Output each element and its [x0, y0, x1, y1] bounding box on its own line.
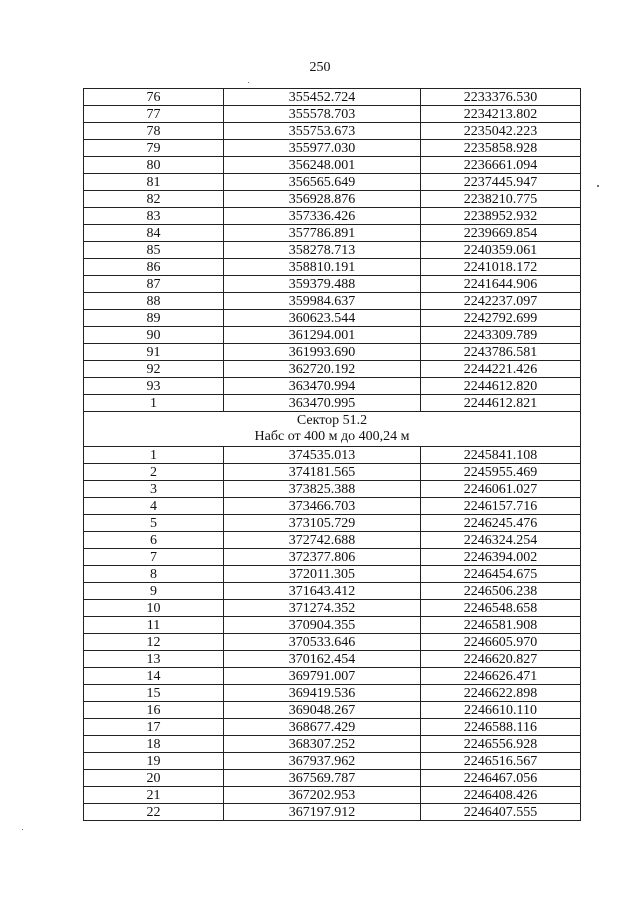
point-number-cell: 81 — [84, 174, 224, 191]
y-coordinate-cell: 2246408.426 — [421, 787, 581, 804]
table-row — [84, 276, 581, 293]
scan-speck — [22, 829, 23, 830]
point-number-cell: 2 — [84, 464, 224, 481]
section-header-cell — [84, 412, 581, 447]
point-number-cell: 15 — [84, 685, 224, 702]
table-row — [84, 600, 581, 617]
section-header-row — [84, 412, 581, 447]
x-coordinate-cell: 367937.962 — [224, 753, 421, 770]
table-row — [84, 310, 581, 327]
table-row — [84, 617, 581, 634]
table-row — [84, 395, 581, 412]
table-body-section-header — [84, 412, 581, 447]
y-coordinate-cell: 2246581.908 — [421, 617, 581, 634]
x-coordinate-cell: 368677.429 — [224, 719, 421, 736]
y-coordinate-cell: 2246548.658 — [421, 600, 581, 617]
x-coordinate-cell: 359379.488 — [224, 276, 421, 293]
point-number-cell: 20 — [84, 770, 224, 787]
point-number-cell: 79 — [84, 140, 224, 157]
page-number: 250 — [309, 60, 331, 75]
x-coordinate-cell: 361294.001 — [224, 327, 421, 344]
table-row — [84, 361, 581, 378]
table-row — [84, 668, 581, 685]
scan-speck — [597, 185, 599, 187]
y-coordinate-cell: 2246324.254 — [421, 532, 581, 549]
x-coordinate-cell: 363470.994 — [224, 378, 421, 395]
point-number-cell: 91 — [84, 344, 224, 361]
x-coordinate-cell: 355452.724 — [224, 89, 421, 106]
point-number-cell: 12 — [84, 634, 224, 651]
point-number-cell: 13 — [84, 651, 224, 668]
y-coordinate-cell: 2246467.056 — [421, 770, 581, 787]
x-coordinate-cell: 370904.355 — [224, 617, 421, 634]
x-coordinate-cell: 357336.426 — [224, 208, 421, 225]
table-row — [84, 259, 581, 276]
x-coordinate-cell: 367202.953 — [224, 787, 421, 804]
section-title: Сектор 51.2 — [296, 413, 368, 428]
point-number-cell: 9 — [84, 583, 224, 600]
point-number-cell: 83 — [84, 208, 224, 225]
section-subtitle: Набс от 400 м до 400,24 м — [254, 429, 410, 444]
table-row — [84, 191, 581, 208]
x-coordinate-cell: 368307.252 — [224, 736, 421, 753]
y-coordinate-cell: 2238952.932 — [421, 208, 581, 225]
x-coordinate-cell: 355753.673 — [224, 123, 421, 140]
y-coordinate-cell: 2243309.789 — [421, 327, 581, 344]
y-coordinate-cell: 2236661.094 — [421, 157, 581, 174]
table-row — [84, 174, 581, 191]
point-number-cell: 89 — [84, 310, 224, 327]
y-coordinate-cell: 2246516.567 — [421, 753, 581, 770]
scan-speck — [248, 82, 249, 83]
point-number-cell: 17 — [84, 719, 224, 736]
point-number-cell: 85 — [84, 242, 224, 259]
table-row — [84, 566, 581, 583]
x-coordinate-cell: 358278.713 — [224, 242, 421, 259]
point-number-cell: 21 — [84, 787, 224, 804]
point-number-cell: 18 — [84, 736, 224, 753]
x-coordinate-cell: 369048.267 — [224, 702, 421, 719]
point-number-cell: 5 — [84, 515, 224, 532]
x-coordinate-cell: 372377.806 — [224, 549, 421, 566]
point-number-cell: 76 — [84, 89, 224, 106]
table-row — [84, 787, 581, 804]
y-coordinate-cell: 2246506.238 — [421, 583, 581, 600]
point-number-cell: 10 — [84, 600, 224, 617]
y-coordinate-cell: 2246245.476 — [421, 515, 581, 532]
point-number-cell: 19 — [84, 753, 224, 770]
y-coordinate-cell: 2246622.898 — [421, 685, 581, 702]
y-coordinate-cell: 2237445.947 — [421, 174, 581, 191]
y-coordinate-cell: 2246626.471 — [421, 668, 581, 685]
table-row — [84, 804, 581, 821]
point-number-cell: 7 — [84, 549, 224, 566]
point-number-cell: 11 — [84, 617, 224, 634]
y-coordinate-cell: 2235858.928 — [421, 140, 581, 157]
x-coordinate-cell: 370533.646 — [224, 634, 421, 651]
x-coordinate-cell: 362720.192 — [224, 361, 421, 378]
table-row — [84, 89, 581, 106]
x-coordinate-cell: 374181.565 — [224, 464, 421, 481]
table-row — [84, 685, 581, 702]
y-coordinate-cell: 2241644.906 — [421, 276, 581, 293]
x-coordinate-cell: 373825.388 — [224, 481, 421, 498]
point-number-cell: 77 — [84, 106, 224, 123]
x-coordinate-cell: 372742.688 — [224, 532, 421, 549]
table-row — [84, 702, 581, 719]
x-coordinate-cell: 356928.876 — [224, 191, 421, 208]
x-coordinate-cell: 361993.690 — [224, 344, 421, 361]
y-coordinate-cell: 2245955.469 — [421, 464, 581, 481]
y-coordinate-cell: 2240359.061 — [421, 242, 581, 259]
y-coordinate-cell: 2246620.827 — [421, 651, 581, 668]
y-coordinate-cell: 2246157.716 — [421, 498, 581, 515]
point-number-cell: 86 — [84, 259, 224, 276]
x-coordinate-cell: 371274.352 — [224, 600, 421, 617]
x-coordinate-cell: 369419.536 — [224, 685, 421, 702]
point-number-cell: 87 — [84, 276, 224, 293]
x-coordinate-cell: 357786.891 — [224, 225, 421, 242]
y-coordinate-cell: 2246454.675 — [421, 566, 581, 583]
y-coordinate-cell: 2246061.027 — [421, 481, 581, 498]
table-row — [84, 225, 581, 242]
point-number-cell: 3 — [84, 481, 224, 498]
x-coordinate-cell: 374535.013 — [224, 447, 421, 464]
y-coordinate-cell: 2246605.970 — [421, 634, 581, 651]
point-number-cell: 8 — [84, 566, 224, 583]
y-coordinate-cell: 2238210.775 — [421, 191, 581, 208]
y-coordinate-cell: 2244221.426 — [421, 361, 581, 378]
y-coordinate-cell: 2239669.854 — [421, 225, 581, 242]
table-row — [84, 327, 581, 344]
table-row — [84, 208, 581, 225]
point-number-cell: 78 — [84, 123, 224, 140]
y-coordinate-cell: 2244612.821 — [421, 395, 581, 412]
x-coordinate-cell: 355977.030 — [224, 140, 421, 157]
point-number-cell: 14 — [84, 668, 224, 685]
x-coordinate-cell: 363470.995 — [224, 395, 421, 412]
point-number-cell: 1 — [84, 395, 224, 412]
point-number-cell: 93 — [84, 378, 224, 395]
table-row — [84, 719, 581, 736]
y-coordinate-cell: 2242792.699 — [421, 310, 581, 327]
table-body-sector-previous — [84, 89, 581, 412]
point-number-cell: 88 — [84, 293, 224, 310]
table-row — [84, 293, 581, 310]
point-number-cell: 6 — [84, 532, 224, 549]
x-coordinate-cell: 371643.412 — [224, 583, 421, 600]
table-row — [84, 344, 581, 361]
x-coordinate-cell: 356248.001 — [224, 157, 421, 174]
x-coordinate-cell: 370162.454 — [224, 651, 421, 668]
y-coordinate-cell: 2246394.002 — [421, 549, 581, 566]
x-coordinate-cell: 373105.729 — [224, 515, 421, 532]
y-coordinate-cell: 2233376.530 — [421, 89, 581, 106]
y-coordinate-cell: 2244612.820 — [421, 378, 581, 395]
table-row — [84, 753, 581, 770]
y-coordinate-cell: 2242237.097 — [421, 293, 581, 310]
table-row — [84, 140, 581, 157]
table-row — [84, 481, 581, 498]
x-coordinate-cell: 373466.703 — [224, 498, 421, 515]
y-coordinate-cell: 2235042.223 — [421, 123, 581, 140]
table-row — [84, 447, 581, 464]
x-coordinate-cell: 372011.305 — [224, 566, 421, 583]
table-row — [84, 532, 581, 549]
table-row — [84, 378, 581, 395]
table-row — [84, 634, 581, 651]
point-number-cell: 1 — [84, 447, 224, 464]
x-coordinate-cell: 358810.191 — [224, 259, 421, 276]
point-number-cell: 4 — [84, 498, 224, 515]
y-coordinate-cell: 2246556.928 — [421, 736, 581, 753]
x-coordinate-cell: 360623.544 — [224, 310, 421, 327]
x-coordinate-cell: 367569.787 — [224, 770, 421, 787]
point-number-cell: 90 — [84, 327, 224, 344]
x-coordinate-cell: 355578.703 — [224, 106, 421, 123]
x-coordinate-cell: 367197.912 — [224, 804, 421, 821]
y-coordinate-cell: 2246588.116 — [421, 719, 581, 736]
table-row — [84, 515, 581, 532]
table-row — [84, 498, 581, 515]
point-number-cell: 22 — [84, 804, 224, 821]
point-number-cell: 80 — [84, 157, 224, 174]
y-coordinate-cell: 2245841.108 — [421, 447, 581, 464]
y-coordinate-cell: 2246407.555 — [421, 804, 581, 821]
x-coordinate-cell: 369791.007 — [224, 668, 421, 685]
table-row — [84, 651, 581, 668]
x-coordinate-cell: 359984.637 — [224, 293, 421, 310]
table-row — [84, 157, 581, 174]
point-number-cell: 82 — [84, 191, 224, 208]
y-coordinate-cell: 2234213.802 — [421, 106, 581, 123]
y-coordinate-cell: 2241018.172 — [421, 259, 581, 276]
point-number-cell: 92 — [84, 361, 224, 378]
table-row — [84, 770, 581, 787]
table-row — [84, 549, 581, 566]
table-row — [84, 736, 581, 753]
table-row — [84, 583, 581, 600]
coordinates-table — [83, 88, 581, 821]
point-number-cell: 84 — [84, 225, 224, 242]
table-body-sector-51-2 — [84, 447, 581, 821]
y-coordinate-cell: 2246610.110 — [421, 702, 581, 719]
y-coordinate-cell: 2243786.581 — [421, 344, 581, 361]
point-number-cell: 16 — [84, 702, 224, 719]
table-row — [84, 242, 581, 259]
x-coordinate-cell: 356565.649 — [224, 174, 421, 191]
table-row — [84, 106, 581, 123]
table-row — [84, 123, 581, 140]
table-row — [84, 464, 581, 481]
